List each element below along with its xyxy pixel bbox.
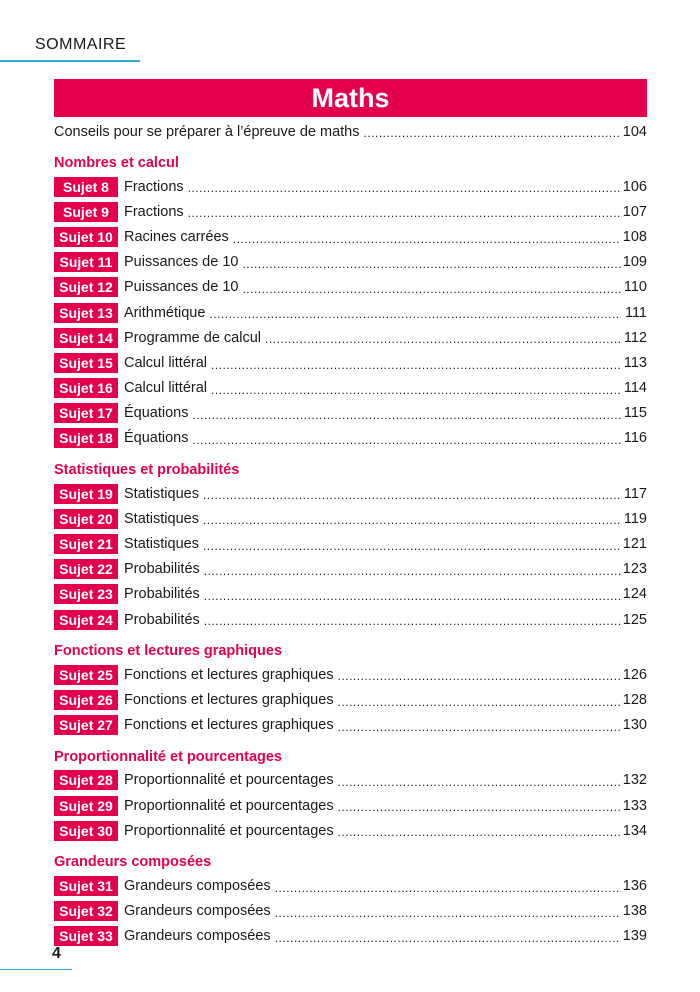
toc-entry-page: 115 [623,405,647,422]
sujet-badge: Sujet 33 [54,926,118,946]
section-title: Nombres et calcul [54,155,179,171]
toc-entry-title: Probabilités [124,561,200,578]
leader-dots [275,907,621,924]
toc-entry[interactable] [54,199,647,224]
sujet-badge: Sujet 10 [54,227,118,247]
toc-entry[interactable] [54,426,647,451]
toc-entry-title: Fonctions et lectures graphiques [124,691,334,708]
leader-dots [242,283,621,300]
sujet-badge: Sujet 12 [54,277,118,297]
section-title: Proportionnalité et pourcentages [54,748,282,765]
toc-entry-title: Fractions [124,178,184,195]
toc-entry[interactable] [54,350,647,375]
leader-dots [204,615,621,632]
toc-entry-page: 133 [622,797,647,814]
toc-entry-page: 117 [623,485,647,502]
sujet-badge: Sujet 24 [54,610,118,630]
toc-entry-title: Programme de calcul [124,329,261,346]
leader-dots [188,182,621,199]
leader-dots [211,359,621,376]
table-of-contents [54,119,647,949]
leader-dots [204,565,621,582]
toc-entry[interactable] [54,793,647,818]
leader-dots [233,233,621,250]
toc-entry-title: Statistiques [124,510,199,527]
leader-dots [338,721,621,738]
toc-entry-page: 107 [622,203,647,220]
leader-dots [188,207,621,224]
toc-entry[interactable] [54,481,647,506]
page-number: 4 [52,945,61,962]
running-header: SOMMAIRE [35,36,127,53]
toc-entry-page: 109 [622,254,647,271]
leader-dots [338,801,621,818]
toc-entry[interactable] [54,924,647,949]
toc-entry-page: 134 [622,822,647,839]
toc-entry[interactable] [54,873,647,898]
toc-entry-title: Grandeurs composées [124,903,271,920]
section-title: Statistiques et probabilités [54,462,240,479]
toc-entry-page: 108 [622,228,647,245]
sujet-badge: Sujet 31 [54,876,118,896]
sujet-badge: Sujet 23 [54,584,118,604]
leader-dots [338,776,621,793]
toc-entry-title: Équations [124,405,189,422]
toc-entry[interactable] [54,250,647,275]
leader-dots [204,590,621,607]
sujet-badge: Sujet 18 [54,428,118,448]
toc-entry[interactable] [54,713,647,738]
toc-entry-page: 111 [624,304,647,321]
toc-entry-title: Grandeurs composées [124,928,271,945]
toc-intro-entry[interactable] [54,119,647,144]
toc-entry-title: Puissances de 10 [124,279,239,296]
toc-entry-title: Probabilités [124,611,200,628]
sujet-badge: Sujet 15 [54,353,118,373]
toc-entry-title: Grandeurs composées [124,877,271,894]
toc-entry-title: Conseils pour se préparer à l’épreuve de maths [54,123,360,140]
sujet-badge: Sujet 27 [54,715,118,735]
toc-entry-page: 104 [622,123,647,140]
leader-dots [242,258,620,275]
toc-entry-title: Fractions [124,203,184,220]
leader-dots [338,670,621,687]
leader-dots [265,333,621,350]
toc-entry-page: 139 [622,928,647,945]
toc-entry-page: 110 [623,279,647,296]
sujet-badge: Sujet 14 [54,328,118,348]
toc-entry-page: 119 [623,510,647,527]
leader-dots [211,384,621,401]
toc-entry-page: 124 [622,586,647,603]
toc-entry-page: 123 [622,561,647,578]
toc-entry[interactable] [54,582,647,607]
toc-entry-title: Fonctions et lectures graphiques [124,666,334,683]
sujet-badge: Sujet 26 [54,690,118,710]
sujet-badge: Sujet 22 [54,559,118,579]
sujet-badge: Sujet 20 [54,509,118,529]
leader-dots [363,127,620,144]
header-rule [0,60,140,62]
toc-entry-title: Puissances de 10 [124,254,239,271]
toc-entry[interactable] [54,662,647,687]
toc-entry[interactable] [54,899,647,924]
sujet-badge: Sujet 28 [54,770,118,790]
toc-entry-page: 132 [622,772,647,789]
leader-dots [209,308,621,325]
sujet-badge: Sujet 32 [54,901,118,921]
sujet-badge: Sujet 9 [54,202,118,222]
toc-entry[interactable] [54,557,647,582]
toc-entry-page: 130 [622,717,647,734]
sujet-badge: Sujet 29 [54,796,118,816]
toc-entry-page: 106 [622,178,647,195]
toc-entry-page: 116 [623,430,647,447]
toc-entry-title: Proportionnalité et pourcentages [124,822,334,839]
toc-entry[interactable] [54,607,647,632]
toc-entry-page: 114 [623,380,647,397]
toc-entry-title: Calcul littéral [124,354,207,371]
footer-rule [0,969,72,970]
toc-entry[interactable] [54,376,647,401]
toc-entry-title: Calcul littéral [124,380,207,397]
sujet-badge: Sujet 25 [54,665,118,685]
toc-entry[interactable] [54,224,647,249]
toc-entry-title: Proportionnalité et pourcentages [124,772,334,789]
toc-entry-page: 125 [622,611,647,628]
toc-entry-page: 113 [623,354,647,371]
sujet-badge: Sujet 11 [54,252,118,272]
leader-dots [338,826,621,843]
toc-entry-title: Racines carrées [124,228,229,245]
sujet-badge: Sujet 30 [54,821,118,841]
toc-entry[interactable] [54,531,647,556]
toc-entry-page: 121 [622,536,647,553]
toc-entry-page: 138 [622,903,647,920]
toc-entry-title: Proportionnalité et pourcentages [124,797,334,814]
section-title: Grandeurs composées [54,854,212,871]
sujet-badge: Sujet 19 [54,484,118,504]
toc-entry[interactable] [54,275,647,300]
leader-dots [203,514,621,531]
leader-dots [193,409,622,426]
section-title: Fonctions et lectures graphiques [54,643,283,660]
leader-dots [193,434,622,451]
toc-entry[interactable] [54,687,647,712]
toc-entry[interactable] [54,300,647,325]
toc-entry[interactable] [54,325,647,350]
sujet-badge: Sujet 16 [54,378,118,398]
toc-entry-title: Probabilités [124,586,200,603]
toc-entry-page: 112 [623,329,647,346]
toc-entry-title: Arithmétique [124,304,206,321]
sujet-badge: Sujet 8 [54,177,118,197]
sujet-badge: Sujet 21 [54,534,118,554]
toc-entry-page: 126 [622,666,647,683]
leader-dots [338,696,621,713]
toc-entry-title: Statistiques [124,536,199,553]
toc-entry[interactable] [54,401,647,426]
leader-dots [203,489,621,506]
leader-dots [275,882,621,899]
toc-entry-title: Équations [124,430,189,447]
sujet-badge: Sujet 17 [54,403,118,423]
toc-entry-title: Statistiques [124,485,199,502]
toc-entry-title: Fonctions et lectures graphiques [124,717,334,734]
leader-dots [275,932,621,949]
toc-entry[interactable] [54,174,647,199]
sujet-badge: Sujet 13 [54,303,118,323]
toc-entry[interactable] [54,506,647,531]
toc-entry-page: 128 [622,691,647,708]
toc-entry-page: 136 [622,877,647,894]
toc-entry[interactable] [54,768,647,793]
toc-entry[interactable] [54,818,647,843]
subject-banner: Maths [54,79,647,117]
leader-dots [203,540,621,557]
